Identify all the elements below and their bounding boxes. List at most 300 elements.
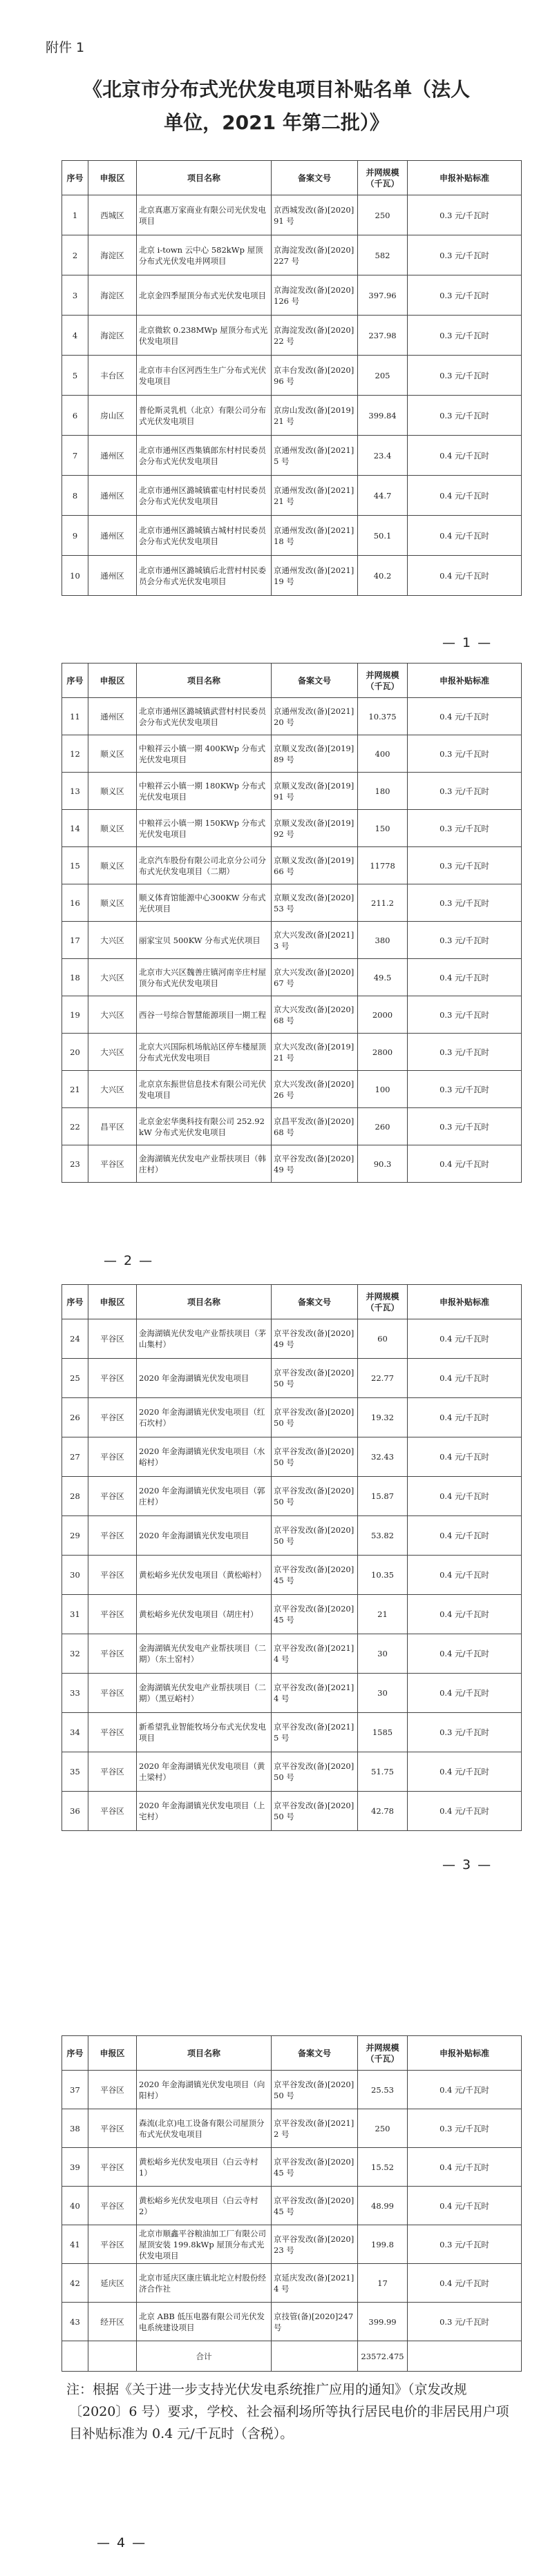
- subsidy-standard-cell: 0.3 元/千瓦时: [408, 316, 522, 356]
- subsidy-standard-cell: 0.4 元/千瓦时: [408, 516, 522, 556]
- project-name-cell: 北京市顺鑫平谷粮油加工厂有限公司屋顶安装 199.8kWp 屋顶分布式光伏发电项目: [137, 2225, 272, 2264]
- capacity-cell: 380: [358, 922, 408, 959]
- document-title: [35, 73, 518, 139]
- filing-number-cell: 京延庆发改(备)[2021]4 号: [272, 2264, 358, 2303]
- district-cell: 平谷区: [88, 1556, 137, 1595]
- table-row: [62, 1108, 522, 1145]
- district-cell: 平谷区: [88, 1792, 137, 1831]
- seq-cell: 43: [62, 2303, 88, 2341]
- table-row: [62, 235, 522, 275]
- filing-number-cell: 京平谷发改(备)[2020]50 号: [272, 2071, 358, 2109]
- capacity-cell: 40.2: [358, 556, 408, 596]
- table-row: [62, 1516, 522, 1556]
- subsidy-standard-cell: 0.4 元/千瓦时: [408, 476, 522, 516]
- subsidy-standard-cell: 0.4 元/千瓦时: [408, 1516, 522, 1556]
- project-name-cell: 北京 ABB 低压电器有限公司光伏发电系统建设项目: [137, 2303, 272, 2341]
- capacity-cell: 90.3: [358, 1145, 408, 1183]
- subsidy-standard-cell: 0.3 元/千瓦时: [408, 235, 522, 275]
- district-cell: 大兴区: [88, 1034, 137, 1071]
- table-row: [62, 476, 522, 516]
- header-name: 项目名称: [137, 664, 272, 698]
- header-seq: 序号: [62, 161, 88, 195]
- district-cell: 海淀区: [88, 275, 137, 316]
- capacity-cell: 582: [358, 235, 408, 275]
- table-row: [62, 2109, 522, 2148]
- subsidy-standard-cell: 0.3 元/千瓦时: [408, 2303, 522, 2341]
- capacity-cell: 237.98: [358, 316, 408, 356]
- capacity-cell: 51.75: [358, 1752, 408, 1792]
- header-doc: 备案文号: [272, 161, 358, 195]
- seq-cell: 34: [62, 1713, 88, 1752]
- district-cell: 房山区: [88, 396, 137, 436]
- capacity-cell: 50.1: [358, 516, 408, 556]
- capacity-cell: 22.77: [358, 1359, 408, 1398]
- subsidy-standard-cell: 0.4 元/千瓦时: [408, 2187, 522, 2225]
- seq-cell: 5: [62, 356, 88, 396]
- table-row: [62, 316, 522, 356]
- filing-number-cell: 京丰台发改(备)[2020]96 号: [272, 356, 358, 396]
- table-row: [62, 2225, 522, 2264]
- project-name-cell: 丽家宝贝 500KW 分布式光伏项目: [137, 922, 272, 959]
- district-cell: 经开区: [88, 2303, 137, 2341]
- subsidy-standard-cell: 0.3 元/千瓦时: [408, 735, 522, 773]
- project-name-cell: 北京市通州区西集镇郎东村村民委员会分布式光伏发电项目: [137, 436, 272, 476]
- capacity-cell: 399.99: [358, 2303, 408, 2341]
- subsidy-standard-cell: 0.3 元/千瓦时: [408, 1071, 522, 1108]
- table-row: [62, 1674, 522, 1713]
- project-name-cell: 中粮祥云小镇一期 180KWp 分布式光伏发电项目: [137, 773, 272, 810]
- district-cell: 平谷区: [88, 1477, 137, 1516]
- subsidy-standard-cell: 0.4 元/千瓦时: [408, 2148, 522, 2187]
- title-line-2: 单位，2021 年第二批）》: [164, 111, 389, 134]
- project-name-cell: 北京市通州区潞城镇后北营村村民委员会分布式光伏发电项目: [137, 556, 272, 596]
- seq-cell: 19: [62, 996, 88, 1034]
- table-row: [62, 516, 522, 556]
- seq-cell: 20: [62, 1034, 88, 1071]
- subsidy-standard-cell: 0.4 元/千瓦时: [408, 1595, 522, 1634]
- table-row: [62, 810, 522, 847]
- project-name-cell: 北京市延庆区康庄镇北坨立村股份经济合作社: [137, 2264, 272, 2303]
- capacity-cell: 260: [358, 1108, 408, 1145]
- subsidy-standard-cell: 0.4 元/千瓦时: [408, 1477, 522, 1516]
- district-cell: 大兴区: [88, 959, 137, 996]
- subsidy-standard-cell: 0.4 元/千瓦时: [408, 959, 522, 996]
- table-row: [62, 356, 522, 396]
- district-cell: 平谷区: [88, 1319, 137, 1359]
- seq-cell: 10: [62, 556, 88, 596]
- header-district: 申报区: [88, 2036, 137, 2071]
- header-seq: 序号: [62, 1285, 88, 1319]
- filing-number-cell: 京海淀发改(备)[2020]126 号: [272, 275, 358, 316]
- district-cell: 大兴区: [88, 1071, 137, 1108]
- capacity-cell: 30: [358, 1674, 408, 1713]
- project-name-cell: 金海湖镇光伏发电产业帮扶项目（茅山集村）: [137, 1319, 272, 1359]
- table-header-row: [62, 1285, 522, 1319]
- capacity-cell: 397.96: [358, 275, 408, 316]
- seq-cell: 16: [62, 884, 88, 922]
- filing-number-cell: 京海淀发改(备)[2020]22 号: [272, 316, 358, 356]
- subsidy-standard-cell: 0.4 元/千瓦时: [408, 1437, 522, 1477]
- header-standard: 申报补贴标准: [408, 161, 522, 195]
- district-cell: 通州区: [88, 516, 137, 556]
- header-doc: 备案文号: [272, 2036, 358, 2071]
- table-row: [62, 2071, 522, 2109]
- capacity-cell: 11778: [358, 847, 408, 884]
- table-row: [62, 1437, 522, 1477]
- subsidy-standard-cell: 0.3 元/千瓦时: [408, 1713, 522, 1752]
- project-name-cell: 普伦斯灵乳机（北京）有限公司分布式光伏发电项目: [137, 396, 272, 436]
- capacity-cell: 23.4: [358, 436, 408, 476]
- subsidy-standard-cell: 0.3 元/千瓦时: [408, 773, 522, 810]
- district-cell: 平谷区: [88, 1359, 137, 1398]
- subsidy-standard-cell: 0.4 元/千瓦时: [408, 436, 522, 476]
- filing-number-cell: 京平谷发改(备)[2020]50 号: [272, 1359, 358, 1398]
- district-cell: 顺义区: [88, 884, 137, 922]
- seq-cell: 1: [62, 195, 88, 235]
- capacity-cell: 180: [358, 773, 408, 810]
- table-row: [62, 556, 522, 596]
- capacity-cell: 150: [358, 810, 408, 847]
- filing-number-cell: 京西城发改(备)[2020]91 号: [272, 195, 358, 235]
- capacity-cell: 2800: [358, 1034, 408, 1071]
- table-row: [62, 735, 522, 773]
- project-name-cell: 北京金四季屋顶分布式光伏发电项目: [137, 275, 272, 316]
- project-name-cell: 2020 年金海湖镇光伏发电项目: [137, 1359, 272, 1398]
- district-cell: 大兴区: [88, 922, 137, 959]
- capacity-cell: 48.99: [358, 2187, 408, 2225]
- total-row: [62, 2341, 522, 2372]
- filing-number-cell: 京平谷发改(备)[2020]45 号: [272, 2187, 358, 2225]
- total-standard-cell: [408, 2341, 522, 2372]
- seq-cell: 23: [62, 1145, 88, 1183]
- subsidy-table-page-3: [62, 1284, 522, 1831]
- filing-number-cell: 京平谷发改(备)[2021]4 号: [272, 1674, 358, 1713]
- subsidy-standard-cell: 0.3 元/千瓦时: [408, 2225, 522, 2264]
- header-name: 项目名称: [137, 2036, 272, 2071]
- capacity-cell: 205: [358, 356, 408, 396]
- filing-number-cell: 京通州发改(备)[2021]20 号: [272, 698, 358, 735]
- project-name-cell: 北京大兴国际机场航站区停车楼屋顶分布式光伏发电项目: [137, 1034, 272, 1071]
- project-name-cell: 北京市通州区潞城镇武营村村民委员会分布式光伏发电项目: [137, 698, 272, 735]
- district-cell: 平谷区: [88, 1145, 137, 1183]
- subsidy-standard-cell: 0.3 元/千瓦时: [408, 1108, 522, 1145]
- district-cell: 平谷区: [88, 2187, 137, 2225]
- filing-number-cell: 京通州发改(备)[2021]5 号: [272, 436, 358, 476]
- subsidy-standard-cell: 0.3 元/千瓦时: [408, 2109, 522, 2148]
- table-row: [62, 1556, 522, 1595]
- district-cell: 平谷区: [88, 1595, 137, 1634]
- table-row: [62, 922, 522, 959]
- attachment-label: 附件 1: [46, 40, 85, 55]
- district-cell: 通州区: [88, 476, 137, 516]
- capacity-cell: 10.375: [358, 698, 408, 735]
- seq-cell: 32: [62, 1634, 88, 1674]
- subsidy-standard-cell: 0.4 元/千瓦时: [408, 1359, 522, 1398]
- district-cell: 平谷区: [88, 2071, 137, 2109]
- filing-number-cell: 京平谷发改(备)[2020]45 号: [272, 1556, 358, 1595]
- subsidy-table-page-2: [62, 663, 522, 1183]
- table-row: [62, 847, 522, 884]
- header-seq: 序号: [62, 664, 88, 698]
- district-cell: 延庆区: [88, 2264, 137, 2303]
- project-name-cell: 2020 年金海湖镇光伏发电项目（上宅村）: [137, 1792, 272, 1831]
- filing-number-cell: 京平谷发改(备)[2020]49 号: [272, 1319, 358, 1359]
- district-cell: 通州区: [88, 556, 137, 596]
- table-header-row: [62, 664, 522, 698]
- district-cell: 顺义区: [88, 735, 137, 773]
- filing-number-cell: 京平谷发改(备)[2020]50 号: [272, 1437, 358, 1477]
- seq-cell: 17: [62, 922, 88, 959]
- subsidy-standard-cell: 0.3 元/千瓦时: [408, 275, 522, 316]
- project-name-cell: 中粮祥云小镇一期 400KWp 分布式光伏发电项目: [137, 735, 272, 773]
- project-name-cell: 2020 年金海湖镇光伏发电项目（黄土梁村）: [137, 1752, 272, 1792]
- district-cell: 平谷区: [88, 1398, 137, 1437]
- seq-cell: 31: [62, 1595, 88, 1634]
- district-cell: 丰台区: [88, 356, 137, 396]
- seq-cell: 8: [62, 476, 88, 516]
- capacity-cell: 399.84: [358, 396, 408, 436]
- project-name-cell: 北京汽车股份有限公司北京分公司分布式光伏发电项目（二期）: [137, 847, 272, 884]
- seq-cell: 7: [62, 436, 88, 476]
- project-name-cell: 黄松峪乡光伏发电项目（黄松峪村）: [137, 1556, 272, 1595]
- seq-cell: 9: [62, 516, 88, 556]
- subsidy-standard-cell: 0.4 元/千瓦时: [408, 1398, 522, 1437]
- capacity-cell: 44.7: [358, 476, 408, 516]
- project-name-cell: 森流(北京)电工设备有限公司屋顶分布式光伏发电项目: [137, 2109, 272, 2148]
- capacity-cell: 211.2: [358, 884, 408, 922]
- subsidy-standard-cell: 0.4 元/千瓦时: [408, 698, 522, 735]
- capacity-cell: 199.8: [358, 2225, 408, 2264]
- project-name-cell: 北京真惠万家商业有限公司光伏发电项目: [137, 195, 272, 235]
- project-name-cell: 北京市通州区潞城镇霍屯村村民委员会分布式光伏发电项目: [137, 476, 272, 516]
- filing-number-cell: 京技管(备)[2020]247 号: [272, 2303, 358, 2341]
- seq-cell: 40: [62, 2187, 88, 2225]
- table-row: [62, 2303, 522, 2341]
- filing-number-cell: 京平谷发改(备)[2020]45 号: [272, 1595, 358, 1634]
- subsidy-standard-cell: 0.4 元/千瓦时: [408, 556, 522, 596]
- seq-cell: 41: [62, 2225, 88, 2264]
- capacity-cell: 15.52: [358, 2148, 408, 2187]
- capacity-cell: 15.87: [358, 1477, 408, 1516]
- subsidy-standard-cell: 0.3 元/千瓦时: [408, 922, 522, 959]
- table-row: [62, 2148, 522, 2187]
- filing-number-cell: 京平谷发改(备)[2021]5 号: [272, 1713, 358, 1752]
- seq-cell: 21: [62, 1071, 88, 1108]
- seq-cell: 25: [62, 1359, 88, 1398]
- subsidy-standard-cell: 0.4 元/千瓦时: [408, 1145, 522, 1183]
- total-seq-cell: [62, 2341, 88, 2372]
- filing-number-cell: 京昌平发改(备)[2020]68 号: [272, 1108, 358, 1145]
- filing-number-cell: 京平谷发改(备)[2020]50 号: [272, 1477, 358, 1516]
- filing-number-cell: 京通州发改(备)[2021]19 号: [272, 556, 358, 596]
- header-name: 项目名称: [137, 161, 272, 195]
- capacity-cell: 49.5: [358, 959, 408, 996]
- district-cell: 平谷区: [88, 1437, 137, 1477]
- header-standard: 申报补贴标准: [408, 664, 522, 698]
- district-cell: 昌平区: [88, 1108, 137, 1145]
- project-name-cell: 顺义体育馆能源中心300KW 分布式光伏项目: [137, 884, 272, 922]
- seq-cell: 36: [62, 1792, 88, 1831]
- seq-cell: 39: [62, 2148, 88, 2187]
- table-row: [62, 1398, 522, 1437]
- page-number: — 3 —: [442, 1857, 493, 1872]
- district-cell: 大兴区: [88, 996, 137, 1034]
- filing-number-cell: 京大兴发改(备)[2020]67 号: [272, 959, 358, 996]
- subsidy-standard-cell: 0.3 元/千瓦时: [408, 396, 522, 436]
- table-row: [62, 1713, 522, 1752]
- total-label: 合计: [137, 2341, 272, 2372]
- seq-cell: 18: [62, 959, 88, 996]
- total-capacity: 23572.475: [358, 2341, 408, 2372]
- subsidy-standard-cell: 0.3 元/千瓦时: [408, 810, 522, 847]
- page-number: — 2 —: [104, 1253, 154, 1268]
- table-row: [62, 1034, 522, 1071]
- seq-cell: 11: [62, 698, 88, 735]
- filing-number-cell: 京平谷发改(备)[2020]23 号: [272, 2225, 358, 2264]
- seq-cell: 38: [62, 2109, 88, 2148]
- project-name-cell: 北京京东振世信息技术有限公司光伏发电项目: [137, 1071, 272, 1108]
- header-capacity: 并网规模（千瓦）: [358, 2036, 408, 2071]
- project-name-cell: 西谷一号综合智慧能源项目一期工程: [137, 996, 272, 1034]
- district-cell: 平谷区: [88, 1752, 137, 1792]
- district-cell: 顺义区: [88, 773, 137, 810]
- seq-cell: 15: [62, 847, 88, 884]
- project-name-cell: 中粮祥云小镇一期 150KWp 分布式光伏发电项目: [137, 810, 272, 847]
- filing-number-cell: 京顺义发改(备)[2019]89 号: [272, 735, 358, 773]
- header-district: 申报区: [88, 161, 137, 195]
- header-standard: 申报补贴标准: [408, 2036, 522, 2071]
- project-name-cell: 北京市通州区潞城镇古城村村民委员会分布式光伏发电项目: [137, 516, 272, 556]
- table-row: [62, 1752, 522, 1792]
- filing-number-cell: 京顺义发改(备)[2019]92 号: [272, 810, 358, 847]
- table-row: [62, 773, 522, 810]
- subsidy-standard-cell: 0.3 元/千瓦时: [408, 884, 522, 922]
- district-cell: 平谷区: [88, 2148, 137, 2187]
- district-cell: 平谷区: [88, 1634, 137, 1674]
- table-row: [62, 195, 522, 235]
- filing-number-cell: 京顺义发改(备)[2019]66 号: [272, 847, 358, 884]
- capacity-cell: 17: [358, 2264, 408, 2303]
- seq-cell: 2: [62, 235, 88, 275]
- footnote: 注：根据《关于进一步支持光伏发电系统推广应用的通知》（京发改规〔2020〕6 号）要求，学校、社会福利场所等执行居民电价的非居民用户项目补贴标准为 0.4 元/千瓦时（含税）。: [66, 2382, 509, 2441]
- table-row: [62, 1319, 522, 1359]
- header-capacity: 并网规模（千瓦）: [358, 664, 408, 698]
- project-name-cell: 2020 年金海湖镇光伏发电项目（红石坎村）: [137, 1398, 272, 1437]
- seq-cell: 37: [62, 2071, 88, 2109]
- filing-number-cell: 京海淀发改(备)[2020]227 号: [272, 235, 358, 275]
- seq-cell: 42: [62, 2264, 88, 2303]
- district-cell: 顺义区: [88, 810, 137, 847]
- district-cell: 通州区: [88, 436, 137, 476]
- subsidy-table-page-1: [62, 160, 522, 596]
- subsidy-standard-cell: 0.4 元/千瓦时: [408, 1556, 522, 1595]
- table-row: [62, 1359, 522, 1398]
- filing-number-cell: 京平谷发改(备)[2020]50 号: [272, 1752, 358, 1792]
- capacity-cell: 19.32: [358, 1398, 408, 1437]
- table-row: [62, 1595, 522, 1634]
- table-row: [62, 2187, 522, 2225]
- seq-cell: 24: [62, 1319, 88, 1359]
- header-standard: 申报补贴标准: [408, 1285, 522, 1319]
- table-row: [62, 436, 522, 476]
- seq-cell: 33: [62, 1674, 88, 1713]
- header-name: 项目名称: [137, 1285, 272, 1319]
- title-line-1: 《北京市分布式光伏发电项目补贴名单（法人: [82, 78, 470, 101]
- filing-number-cell: 京房山发改(备)[2019]21 号: [272, 396, 358, 436]
- header-district: 申报区: [88, 664, 137, 698]
- project-name-cell: 北京市丰台区河西生生广分布式光伏发电项目: [137, 356, 272, 396]
- capacity-cell: 60: [358, 1319, 408, 1359]
- seq-cell: 30: [62, 1556, 88, 1595]
- seq-cell: 14: [62, 810, 88, 847]
- seq-cell: 13: [62, 773, 88, 810]
- capacity-cell: 32.43: [358, 1437, 408, 1477]
- table-header-row: [62, 2036, 522, 2071]
- capacity-cell: 30: [358, 1634, 408, 1674]
- capacity-cell: 21: [358, 1595, 408, 1634]
- header-capacity: 并网规模（千瓦）: [358, 1285, 408, 1319]
- subsidy-standard-cell: 0.4 元/千瓦时: [408, 1634, 522, 1674]
- table-row: [62, 959, 522, 996]
- seq-cell: 12: [62, 735, 88, 773]
- seq-cell: 28: [62, 1477, 88, 1516]
- project-name-cell: 北京金宏华奥科技有限公司 252.92kW 分布式光伏发电项目: [137, 1108, 272, 1145]
- header-seq: 序号: [62, 2036, 88, 2071]
- capacity-cell: 42.78: [358, 1792, 408, 1831]
- subsidy-standard-cell: 0.3 元/千瓦时: [408, 1034, 522, 1071]
- table-row: [62, 1792, 522, 1831]
- project-name-cell: 2020 年金海湖镇光伏发电项目（向阳村）: [137, 2071, 272, 2109]
- filing-number-cell: 京大兴发改(备)[2020]26 号: [272, 1071, 358, 1108]
- project-name-cell: 黄松峪乡光伏发电项目（白云寺村 1）: [137, 2148, 272, 2187]
- capacity-cell: 1585: [358, 1713, 408, 1752]
- subsidy-standard-cell: 0.4 元/千瓦时: [408, 1674, 522, 1713]
- capacity-cell: 100: [358, 1071, 408, 1108]
- filing-number-cell: 京大兴发改(备)[2021]3 号: [272, 922, 358, 959]
- district-cell: 平谷区: [88, 1674, 137, 1713]
- seq-cell: 4: [62, 316, 88, 356]
- district-cell: 平谷区: [88, 1516, 137, 1556]
- project-name-cell: 金海湖镇光伏发电产业帮扶项目（二期）（东土窑村）: [137, 1634, 272, 1674]
- seq-cell: 27: [62, 1437, 88, 1477]
- project-name-cell: 北京市大兴区魏善庄镇河南辛庄村屋顶分布式光伏发电项目: [137, 959, 272, 996]
- subsidy-standard-cell: 0.4 元/千瓦时: [408, 2264, 522, 2303]
- filing-number-cell: 京平谷发改(备)[2020]45 号: [272, 2148, 358, 2187]
- project-name-cell: 金海湖镇光伏发电产业帮扶项目（二期）（黑豆峪村）: [137, 1674, 272, 1713]
- table-row: [62, 275, 522, 316]
- table-row: [62, 698, 522, 735]
- district-cell: 平谷区: [88, 2225, 137, 2264]
- table-row: [62, 396, 522, 436]
- filing-number-cell: 京平谷发改(备)[2020]50 号: [272, 1516, 358, 1556]
- project-name-cell: 北京微软 0.238MWp 屋顶分布式光伏发电项目: [137, 316, 272, 356]
- table-row: [62, 996, 522, 1034]
- filing-number-cell: 京通州发改(备)[2021]18 号: [272, 516, 358, 556]
- filing-number-cell: 京顺义发改(备)[2019]91 号: [272, 773, 358, 810]
- header-doc: 备案文号: [272, 664, 358, 698]
- subsidy-standard-cell: 0.4 元/千瓦时: [408, 1752, 522, 1792]
- filing-number-cell: 京大兴发改(备)[2019]21 号: [272, 1034, 358, 1071]
- header-capacity: 并网规模（千瓦）: [358, 161, 408, 195]
- subsidy-standard-cell: 0.3 元/千瓦时: [408, 195, 522, 235]
- filing-number-cell: 京平谷发改(备)[2021]4 号: [272, 1634, 358, 1674]
- subsidy-standard-cell: 0.3 元/千瓦时: [408, 996, 522, 1034]
- filing-number-cell: 京通州发改(备)[2021]21 号: [272, 476, 358, 516]
- table-row: [62, 1145, 522, 1183]
- header-district: 申报区: [88, 1285, 137, 1319]
- header-doc: 备案文号: [272, 1285, 358, 1319]
- district-cell: 顺义区: [88, 847, 137, 884]
